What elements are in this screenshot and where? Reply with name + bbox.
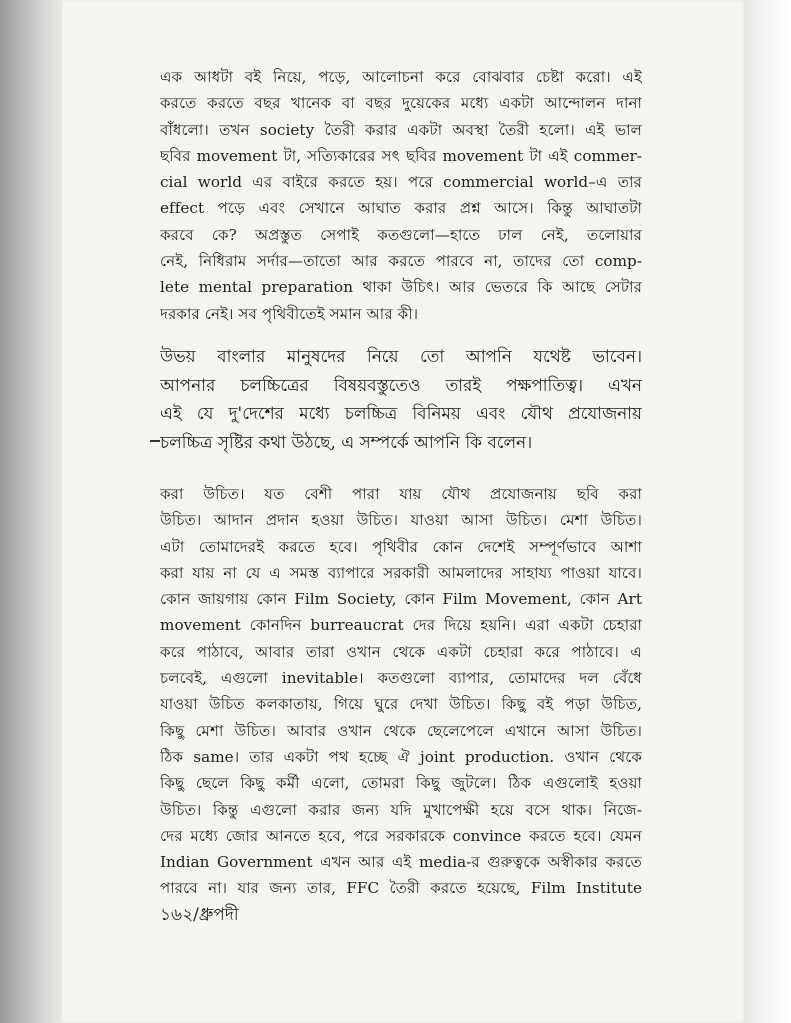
text-line: ঠিক same। তার একটা পথ হচ্ছে ঐ joint production. ওখান থেকে [160, 747, 642, 766]
interview-question [160, 342, 642, 456]
text-line: cial world এর বাইরে করতে হয়। পরে commercial world–এ তার [160, 173, 642, 192]
text-line: দের মধ্যে জোর আনতে হবে, পরে সরকারকে convince করতে হবে। যেমন [160, 826, 642, 845]
page-number-footer: ১৬২/ধ্রুপদী [160, 905, 239, 925]
text-line: বাঁধলো। তখন society তৈরী করার একটা অবস্থা তৈরী হলো। এই ভাল [160, 120, 642, 139]
text-line: কিছু ছেলে কিছু কর্মী এলো, তোমরা কিছু জুটলে। ঠিক এগুলোই হওয়া [160, 774, 642, 793]
question-line: এই যে দু'দেশের মধ্যে চলচ্চিত্র বিনিময় এবং যৌথ প্রযোজনায় [160, 403, 642, 423]
text-line: এক আধটা বই নিয়ে, পড়ে, আলোচনা করে বোঝবার চেষ্টা করো। এই [160, 68, 642, 86]
text-line: চলবেই, এগুলো inevitable। কতগুলো ব্যাপার, তোমাদের দল বেঁধে [160, 669, 642, 688]
text-line: Indian Government এখন আর এই media-র গুরুত্বকে অস্বীকার করতে [160, 853, 642, 872]
text-line: করা উচিত। যত বেশী পারা যায় যৌথ প্রযোজনায় ছবি করা [160, 485, 642, 503]
text-line: করবে কে? অপ্রস্তুত সেপাই কতগুলো—হাতে ঢাল নেই, তলোয়ার [160, 225, 642, 244]
text-line: দরকার নেই। সব পৃথিবীতেই সমান আর কী। [160, 304, 419, 323]
text-line: কিছু মেশা উচিত। আবার ওখান থেকে ছেলেপেলে এখানে আসা উচিত। [160, 721, 642, 740]
margin-mark [150, 440, 160, 442]
text-line: করা যায় না যে এ সমস্ত ব্যাপারে সরকারী আমলাদের সাহায্য পাওয়া যাবে। [160, 563, 642, 582]
answer-paragraph-1 [160, 64, 642, 327]
text-line: ছবির movement টা, সত্যিকারের সৎ ছবির movement টা এই commer- [160, 146, 642, 165]
text-line: উচিত। আদান প্রদান হওয়া উচিত। যাওয়া আসা উচিত। মেশা উচিত। [160, 511, 642, 530]
page-edge [744, 0, 791, 1023]
text-line: lete mental preparation থাকা উচিৎ। আর ভেতরে কি আছে সেটার [160, 278, 642, 297]
question-line: উভয় বাংলার মানুষদের নিয়ে তো আপনি যথেষ্ট ভাবেন। [160, 346, 642, 366]
text-line: করতে করতে বছর খানেক বা বছর দুয়েকের মধ্যে একটা আন্দোলন দানা [160, 94, 642, 113]
binding-shadow [0, 0, 62, 1023]
question-line: চলচ্চিত্র সৃষ্টির কথা উঠছে, এ সম্পর্কে আপনি কি বলেন। [160, 431, 533, 452]
text-line: movement কোনদিন burreaucrat দের দিয়ে হয়নি। এরা একটা চেহারা [160, 616, 642, 635]
text-line: কোন জায়গায় কোন Film Society, কোন Film Movement, কোন Art [160, 590, 642, 609]
text-line: এটা তোমাদেরই করতে হবে। পৃথিবীর কোন দেশেই সম্পূর্ণভাবে আশা [160, 537, 642, 556]
text-line: করে পাঠাবে, আবার তারা ওখান থেকে একটা চেহারা করে পাঠাবে। এ [160, 642, 642, 661]
text-line: উচিত। কিন্তু এগুলো করার জন্য যদি মুখাপেক্ষী হয়ে বসে থাক। নিজে- [160, 800, 642, 819]
question-line: আপনার চলচ্চিত্রের বিষয়বস্তুতেও তারই পক্ষপাতিত্ব। এখন [160, 374, 642, 395]
text-line: effect পড়ে এবং সেখানে আঘাত করার প্রশ্ন আসে। কিন্তু আঘাতটা [160, 199, 642, 218]
answer-paragraph-2 [160, 481, 642, 902]
text-line: পারবে না। যার জন্য তার, FFC তৈরী করতে হয়েছে, Film Institute [160, 879, 642, 898]
text-line: যাওয়া উচিত কলকাতায়, গিয়ে ঘুরে দেখা উচিত। কিছু বই পড়া উচিত, [160, 695, 642, 714]
text-line: নেই, নিধিরাম সর্দার—তাতো আর করতে পারবে না, তাদের তো comp- [160, 252, 642, 271]
